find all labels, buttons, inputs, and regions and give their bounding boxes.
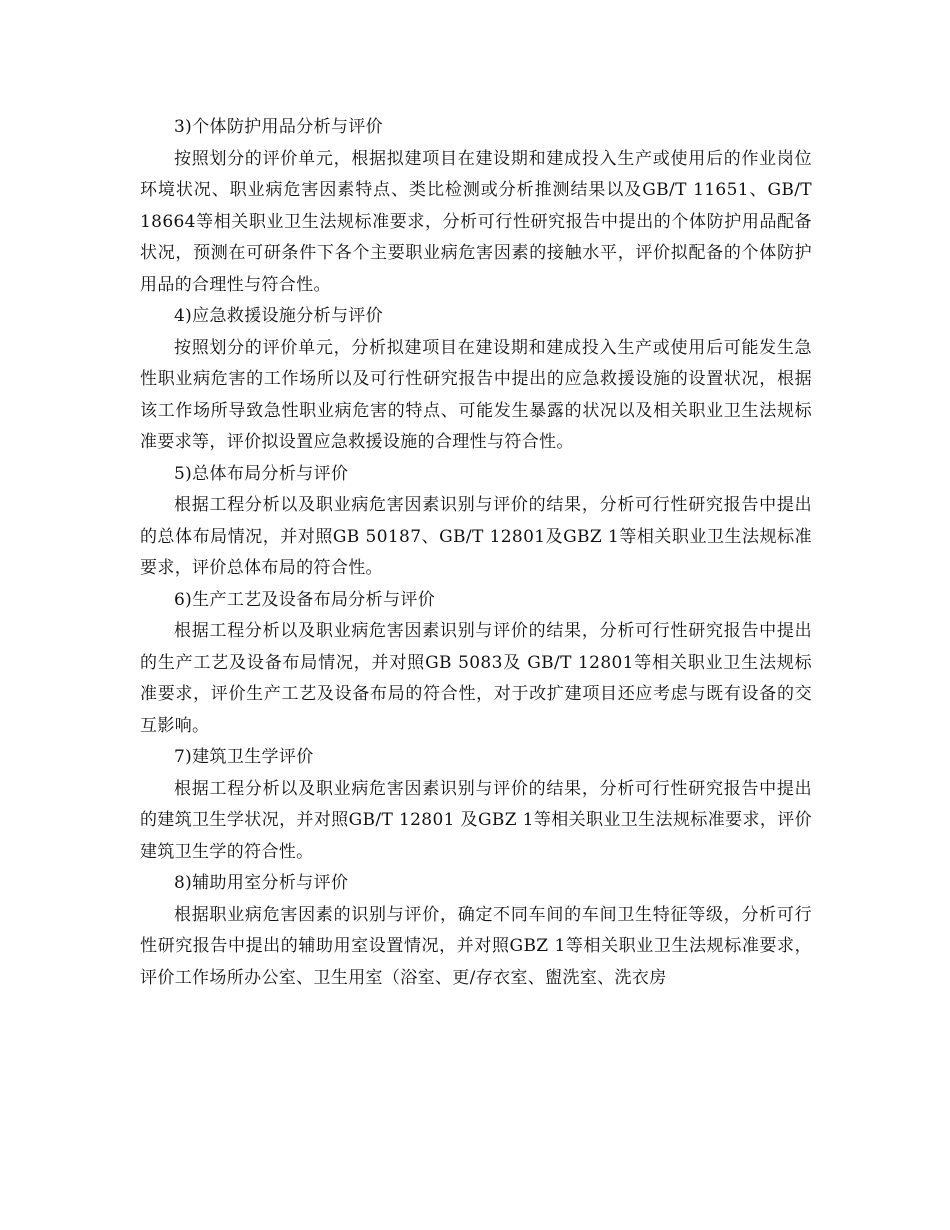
section-heading-auxiliary-rooms: 8)辅助用室分析与评价 bbox=[174, 873, 349, 893]
section-body-process-equipment-layout: 根据工程分析以及职业病危害因素识别与评价的结果，分析可行性研究报告中提出的生产工艺及设备布局情况，并对照GB 5083及 GB/T 12801等相关职业卫生法规标准要求，评价生产工艺及设备布局的符合性，对于改扩建项目还应考虑与既有设备的交互影响。 bbox=[140, 621, 812, 736]
section-body-building-hygiene: 根据工程分析以及职业病危害因素识别与评价的结果，分析可行性研究报告中提出的建筑卫生学状况，并对照GB/T 12801 及GBZ 1等相关职业卫生法规标准要求，评价建筑卫生学的符合性。 bbox=[140, 778, 812, 862]
section-heading-ppe: 3)个体防护用品分析与评价 bbox=[174, 117, 383, 137]
document-page bbox=[140, 112, 812, 994]
section-heading-building-hygiene: 7)建筑卫生学评价 bbox=[174, 747, 314, 767]
section-body-ppe: 按照划分的评价单元，根据拟建项目在建设期和建成投入生产或使用后的作业岗位环境状况、职业病危害因素特点、类比检测或分析推测结果以及GB/T 11651、GB/T 18664等相关职业卫生法规标准要求，分析可行性研究报告中提出的个体防护用品配备状况，预测在可研条件下各个主要职业病危害因素的接触水平，评价拟配备的个体防护用品的合理性与符合性。 bbox=[140, 148, 812, 295]
section-heading-emergency-rescue: 4)应急救援设施分析与评价 bbox=[174, 306, 383, 326]
section-body-auxiliary-rooms: 根据职业病危害因素的识别与评价，确定不同车间的车间卫生特征等级，分析可行性研究报告中提出的辅助用室设置情况，并对照GBZ 1等相关职业卫生法规标准要求，评价工作场所办公室、卫生用室（浴室、更/存衣室、盥洗室、洗衣房 bbox=[140, 904, 812, 988]
section-heading-process-equipment-layout: 6)生产工艺及设备布局分析与评价 bbox=[174, 589, 436, 610]
section-body-overall-layout: 根据工程分析以及职业病危害因素识别与评价的结果，分析可行性研究报告中提出的总体布局情况，并对照GB 50187、GB/T 12801及GBZ 1等相关职业卫生法规标准要求，评价总体布局的符合性。 bbox=[140, 495, 812, 578]
section-body-emergency-rescue: 按照划分的评价单元，分析拟建项目在建设期和建成投入生产或使用后可能发生急性职业病危害的工作场所以及可行性研究报告中提出的应急救援设施的设置状况，根据该工作场所导致急性职业病危害的特点、可能发生暴露的状况以及相关职业卫生法规标准要求等，评价拟设置应急救援设施的合理性与符合性。 bbox=[140, 337, 812, 452]
section-heading-overall-layout: 5)总体布局分析与评价 bbox=[174, 463, 349, 484]
